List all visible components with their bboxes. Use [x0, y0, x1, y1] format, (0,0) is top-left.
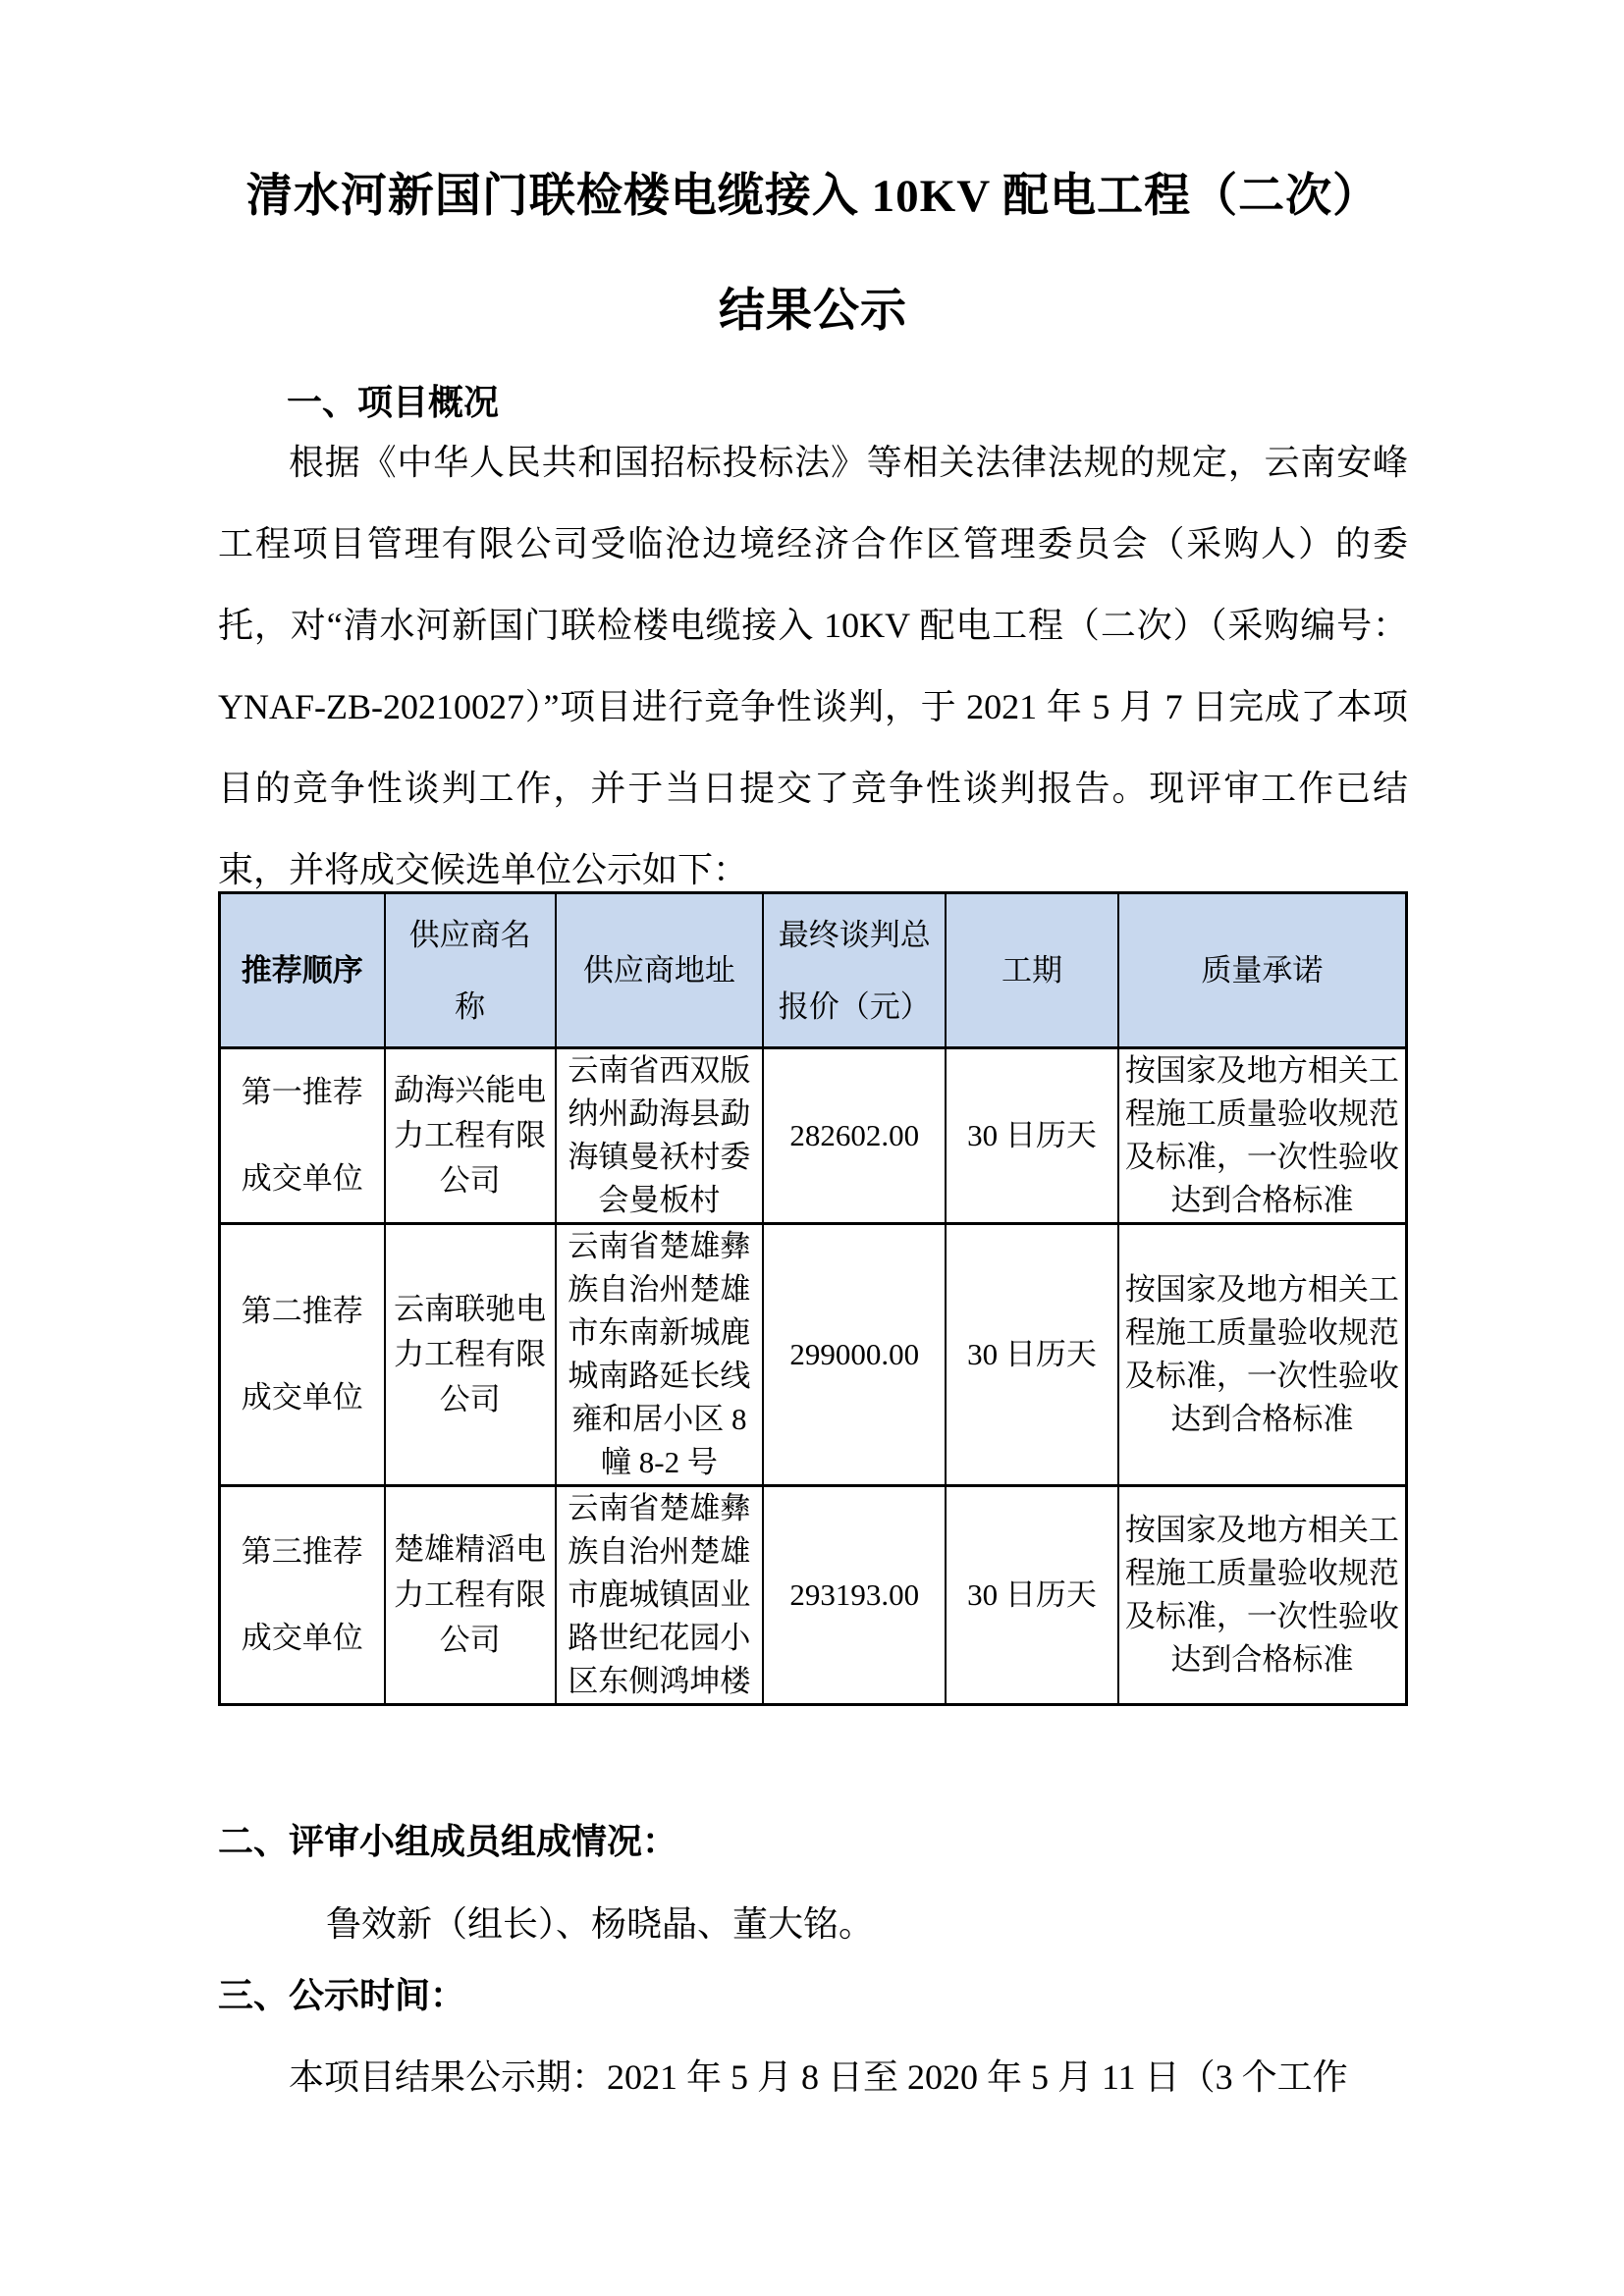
column-header-address: 供应商地址 [556, 893, 764, 1048]
table-row [220, 1486, 1407, 1705]
address-cell: 云南省西双版纳州勐海县勐海镇曼袄村委会曼板村 [556, 1048, 764, 1224]
supplier-cell: 勐海兴能电力工程有限公司 [385, 1048, 556, 1224]
duration-cell: 30 日历天 [946, 1048, 1117, 1224]
supplier-cell: 楚雄精滔电力工程有限公司 [385, 1486, 556, 1705]
document-title [218, 139, 1408, 369]
section1-heading: 一、项目概况 [287, 382, 500, 422]
rank-line2: 成交单位 [241, 1621, 363, 1655]
rank-cell [220, 1048, 385, 1224]
result-table [218, 891, 1408, 1706]
address-cell: 云南省楚雄彝族自治州楚雄市东南新城鹿城南路延长线雍和居小区 8 幢 8-2 号 [556, 1224, 764, 1486]
rank-cell [220, 1224, 385, 1486]
document-title-line1: 清水河新国门联检楼电缆接入 10KV 配电工程（二次） [245, 171, 1380, 222]
section3-heading: 三、公示时间： [218, 1975, 466, 2015]
rank-line2: 成交单位 [241, 1161, 363, 1196]
rank-line1: 第二推荐 [241, 1294, 363, 1328]
quality-cell: 按国家及地方相关工程施工质量验收规范及标准，一次性验收达到合格标准 [1118, 1048, 1407, 1224]
supplier-cell: 云南联驰电力工程有限公司 [385, 1224, 556, 1486]
quality-cell: 按国家及地方相关工程施工质量验收规范及标准，一次性验收达到合格标准 [1118, 1224, 1407, 1486]
column-header-price: 最终谈判总报价（元） [763, 893, 946, 1048]
column-header-duration: 工期 [946, 893, 1117, 1048]
table-row [220, 1224, 1407, 1486]
section2-members: 鲁效新（组长）、杨晓晶、董大铭。 [326, 1904, 875, 1944]
rank-line2: 成交单位 [241, 1380, 363, 1415]
section3-text: 本项目结果公示期：2021 年 5 月 8 日至 2020 年 5 月 11 日（3 个工作 [289, 2057, 1348, 2097]
section2-heading: 二、评审小组成员组成情况： [218, 1821, 678, 1861]
section1-paragraph: 根据《中华人民共和国招标投标法》等相关法律法规的规定，云南安峰工程项目管理有限公司受临沧边境经济合作区管理委员会（采购人）的委托，对“清水河新国门联检楼电缆接入 10KV 配电工程（二次）（采购编号：YNAF-ZB-20210027）”项目进行竞争性谈判，于 2021 年 5 月 7 日完成了本项目的竞争性谈判工作，并于当日提交了竞争性谈判报告。现评审工作已结束，并将成交候选单位公示如下： [218, 443, 1408, 889]
document-title-line2: 结果公示 [719, 286, 907, 337]
column-header-supplier: 供应商名称 [385, 893, 556, 1048]
price-cell: 282602.00 [763, 1048, 946, 1224]
address-cell: 云南省楚雄彝族自治州楚雄市鹿城镇固业路世纪花园小区东侧鸿坤楼 [556, 1486, 764, 1705]
table-row [220, 1048, 1407, 1224]
rank-line1: 第三推荐 [241, 1534, 363, 1569]
rank-line1: 第一推荐 [241, 1075, 363, 1109]
column-header-rank: 推荐顺序 [220, 893, 385, 1048]
table-header-row [220, 893, 1407, 1048]
duration-cell: 30 日历天 [946, 1486, 1117, 1705]
column-header-quality: 质量承诺 [1118, 893, 1407, 1048]
price-cell: 293193.00 [763, 1486, 946, 1705]
rank-cell [220, 1486, 385, 1705]
duration-cell: 30 日历天 [946, 1224, 1117, 1486]
quality-cell: 按国家及地方相关工程施工质量验收规范及标准，一次性验收达到合格标准 [1118, 1486, 1407, 1705]
price-cell: 299000.00 [763, 1224, 946, 1486]
